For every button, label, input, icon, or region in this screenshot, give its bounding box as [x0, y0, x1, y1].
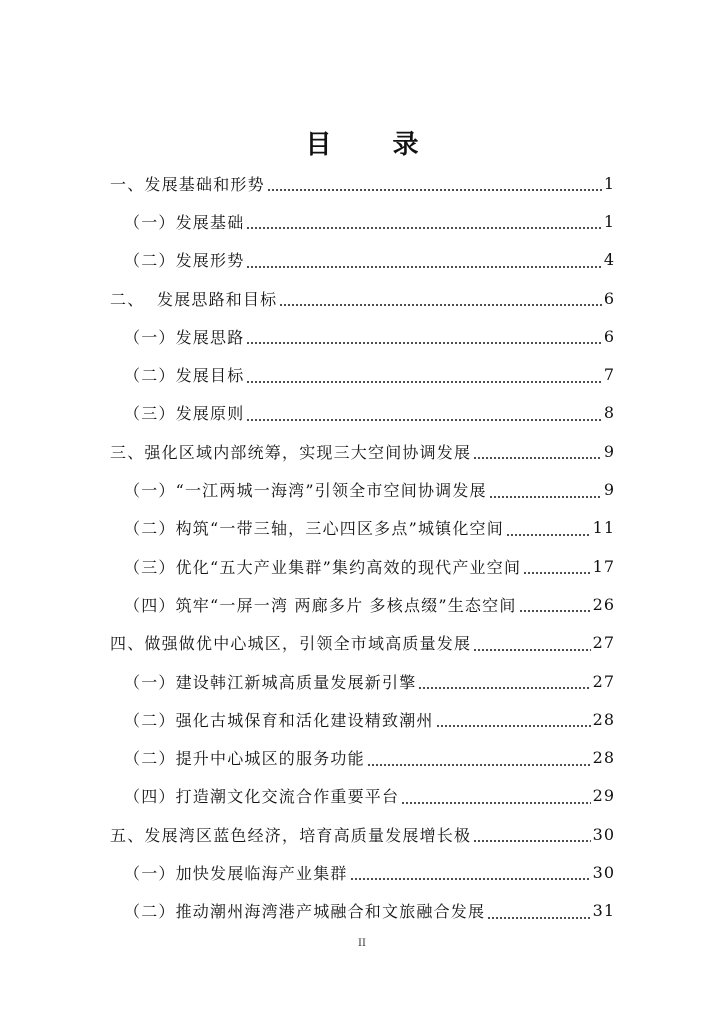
toc-entry-page: 27 — [592, 671, 615, 691]
toc-entry[interactable] — [110, 700, 615, 738]
dot-leader — [473, 634, 590, 652]
toc-entry[interactable] — [110, 547, 615, 585]
toc-entry[interactable] — [110, 317, 615, 355]
toc-entry-label: （一）发展思路 — [124, 327, 245, 347]
toc-entry[interactable] — [110, 241, 615, 279]
toc-entry-page: 28 — [592, 709, 615, 729]
toc-entry[interactable] — [110, 585, 615, 623]
dot-leader — [401, 787, 590, 805]
toc-entry-page: 6 — [603, 326, 615, 346]
toc-entry-page: 1 — [603, 173, 615, 193]
toc-entry-label: （四）打造潮文化交流合作重要平台 — [124, 787, 400, 807]
dot-leader — [350, 863, 591, 881]
toc-entry[interactable] — [110, 738, 615, 776]
toc-entry-page: 17 — [592, 556, 615, 576]
toc-entry-page: 26 — [592, 594, 615, 614]
toc-entry-label: （二）构筑“一带三轴，三心四区多点”城镇化空间 — [124, 519, 504, 539]
toc-entry-page: 7 — [603, 365, 615, 385]
toc-entry[interactable] — [110, 624, 615, 662]
dot-leader — [246, 327, 601, 345]
toc-entry[interactable] — [110, 164, 615, 202]
toc-entry-page: 30 — [592, 824, 615, 844]
dot-leader — [519, 595, 591, 613]
toc-entry[interactable] — [110, 853, 615, 891]
dot-leader — [506, 519, 591, 537]
toc-entry[interactable] — [110, 432, 615, 470]
dot-leader — [367, 749, 591, 767]
toc-entry[interactable] — [110, 355, 615, 393]
dot-leader — [267, 174, 602, 192]
toc-entry-page: 4 — [603, 250, 615, 270]
dot-leader — [246, 212, 601, 230]
toc-entry[interactable] — [110, 470, 615, 508]
toc-entry-label: （一）发展基础 — [124, 212, 245, 232]
toc-entry-label: （二）强化古城保育和活化建设精致潮州 — [124, 710, 434, 730]
toc-entry-label: 三、强化区域内部统筹，实现三大空间协调发展 — [110, 442, 472, 462]
page-title: 目 录 — [305, 130, 445, 160]
toc-entry[interactable] — [110, 892, 615, 930]
dot-leader — [246, 404, 601, 422]
table-of-contents — [110, 164, 615, 930]
toc-entry-page: 29 — [592, 786, 615, 806]
toc-entry-label: 二、 发展思路和目标 — [110, 289, 278, 309]
toc-entry-label: （一）“一江两城一海湾”引领全市空间协调发展 — [124, 481, 487, 501]
dot-leader — [489, 481, 602, 499]
toc-entry-label: （四）筑牢“一屏一湾 两廊多片 多核点缀”生态空间 — [124, 595, 517, 615]
dot-leader — [246, 366, 601, 384]
toc-entry[interactable] — [110, 662, 615, 700]
dot-leader — [436, 710, 591, 728]
dot-leader — [487, 902, 590, 920]
toc-entry-label: 四、做强做优中心城区，引领全市域高质量发展 — [110, 634, 472, 654]
dot-leader — [473, 442, 602, 460]
dot-leader — [473, 825, 590, 843]
toc-entry-page: 6 — [603, 288, 615, 308]
toc-entry-label: （二）发展形势 — [124, 251, 245, 271]
toc-entry-page: 30 — [592, 862, 615, 882]
toc-entry-label: 五、发展湾区蓝色经济，培育高质量发展增长极 — [110, 825, 472, 845]
dot-leader — [418, 672, 590, 690]
toc-entry-page: 8 — [603, 403, 615, 423]
toc-entry-page: 27 — [592, 633, 615, 653]
dot-leader — [279, 289, 601, 307]
toc-entry-label: （三）发展原则 — [124, 404, 245, 424]
toc-entry-label: （二）提升中心城区的服务功能 — [124, 749, 365, 769]
toc-entry-label: （二）推动潮州海湾港产城融合和文旅融合发展 — [124, 902, 486, 922]
toc-entry-page: 31 — [592, 901, 615, 921]
toc-entry-label: （二）发展目标 — [124, 366, 245, 386]
toc-entry-label: 一、发展基础和形势 — [110, 174, 265, 194]
toc-entry[interactable] — [110, 509, 615, 547]
toc-entry-page: 28 — [592, 748, 615, 768]
dot-leader — [523, 557, 590, 575]
toc-entry-page: 9 — [603, 441, 615, 461]
dot-leader — [246, 251, 601, 269]
toc-entry-page: 11 — [592, 518, 615, 538]
toc-entry[interactable] — [110, 202, 615, 240]
toc-entry-label: （一）加快发展临海产业集群 — [124, 863, 348, 883]
toc-entry[interactable] — [110, 279, 615, 317]
toc-entry-page: 1 — [603, 211, 615, 231]
toc-entry[interactable] — [110, 777, 615, 815]
toc-entry[interactable] — [110, 394, 615, 432]
toc-entry-label: （三）优化“五大产业集群”集约高效的现代产业空间 — [124, 557, 522, 577]
toc-entry[interactable] — [110, 815, 615, 853]
page-number: II — [358, 938, 366, 949]
toc-entry-label: （一）建设韩江新城高质量发展新引擎 — [124, 672, 417, 692]
toc-entry-page: 9 — [603, 480, 615, 500]
